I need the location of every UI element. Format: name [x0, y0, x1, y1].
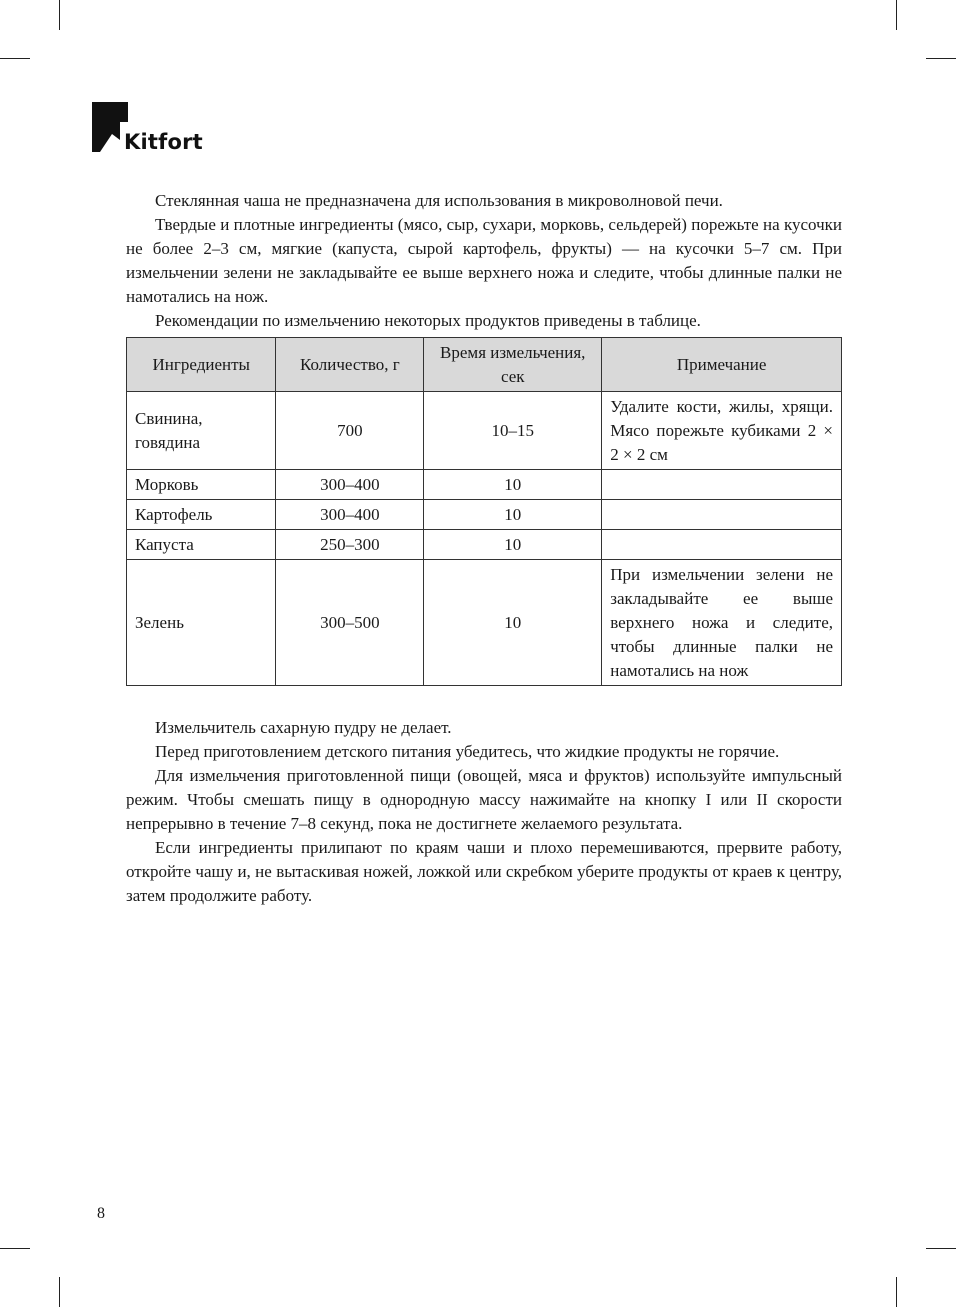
- intro-text: [126, 189, 842, 333]
- cell-time: 10: [424, 500, 602, 530]
- cell-time: 10: [424, 530, 602, 560]
- crop-mark: [896, 1277, 897, 1307]
- cell-note: При измельчении зелени не закладывайте ее выше верхнего ножа и следите, чтобы длинные палки не намотались на нож: [602, 560, 842, 686]
- paragraph: Для измельчения приготовленной пищи (овощей, мяса и фруктов) используйте импульсный режим. Чтобы смешать пищу в однородную массу нажимайте на кнопку I или II скорости непрерывно в течение 7–8 секунд, пока не достигнете желаемого результата.: [126, 766, 842, 833]
- cell-amount: 300–400: [276, 500, 424, 530]
- cell-amount: 250–300: [276, 530, 424, 560]
- crop-mark: [0, 58, 30, 59]
- brand-name: Kitfort: [124, 130, 203, 154]
- cell-time: 10–15: [424, 392, 602, 470]
- cell-note: [602, 500, 842, 530]
- crop-mark: [0, 1248, 30, 1249]
- table-row: [127, 392, 842, 470]
- table-row: [127, 500, 842, 530]
- crop-mark: [59, 1277, 60, 1307]
- cell-amount: 300–500: [276, 560, 424, 686]
- cell-time: 10: [424, 470, 602, 500]
- cell-note: [602, 530, 842, 560]
- table-header-row: [127, 338, 842, 392]
- usage-text: [126, 716, 842, 908]
- cell-ingredient: Зелень: [127, 560, 276, 686]
- paragraph: Твердые и плотные ингредиенты (мясо, сыр, сухари, морковь, сельдерей) порежьте на кусочки не более 2–3 см, мягкие (капуста, сырой картофель, фрукты) — на кусочки 5–7 см. При измельчении зелени не закладывайте ее выше верхнего ножа и следите, чтобы длинные палки не намотались на нож.: [126, 215, 842, 306]
- page-number: 8: [97, 1205, 105, 1222]
- paragraph: Рекомендации по измельчению некоторых продуктов приведены в таблице.: [155, 311, 701, 330]
- paragraph: Измельчитель сахарную пудру не делает.: [155, 718, 452, 737]
- cell-ingredient: Морковь: [127, 470, 276, 500]
- recommendations-table: [126, 337, 842, 686]
- header-ingredients: Ингредиенты: [127, 338, 276, 392]
- crop-mark: [59, 0, 60, 30]
- cell-amount: 300–400: [276, 470, 424, 500]
- table-row: [127, 470, 842, 500]
- header-note: Примечание: [602, 338, 842, 392]
- table-row: [127, 560, 842, 686]
- table-row: [127, 530, 842, 560]
- header-time: Время измельчения, сек: [424, 338, 602, 392]
- cell-ingredient: Картофель: [127, 500, 276, 530]
- cell-note: Удалите кости, жилы, хрящи. Мясо порежьте кубиками 2 × 2 × 2 см: [602, 392, 842, 470]
- paragraph: Стеклянная чаша не предназначена для использования в микроволновой печи.: [155, 191, 723, 210]
- crop-mark: [896, 0, 897, 30]
- cell-ingredient: Капуста: [127, 530, 276, 560]
- paragraph: Если ингредиенты прилипают по краям чаши и плохо перемешиваются, прервите работу, откройте чашу и, не вытаскивая ножей, ложкой или скребком уберите продукты от краев к центру, затем продолжите работу.: [126, 838, 842, 905]
- cell-time: 10: [424, 560, 602, 686]
- paragraph: Перед приготовлением детского питания убедитесь, что жидкие продукты не горячие.: [155, 742, 780, 761]
- crop-mark: [926, 1248, 956, 1249]
- cell-amount: 700: [276, 392, 424, 470]
- cell-ingredient: Свинина, говядина: [127, 392, 276, 470]
- cell-note: [602, 470, 842, 500]
- crop-mark: [926, 58, 956, 59]
- header-amount: Количество, г: [276, 338, 424, 392]
